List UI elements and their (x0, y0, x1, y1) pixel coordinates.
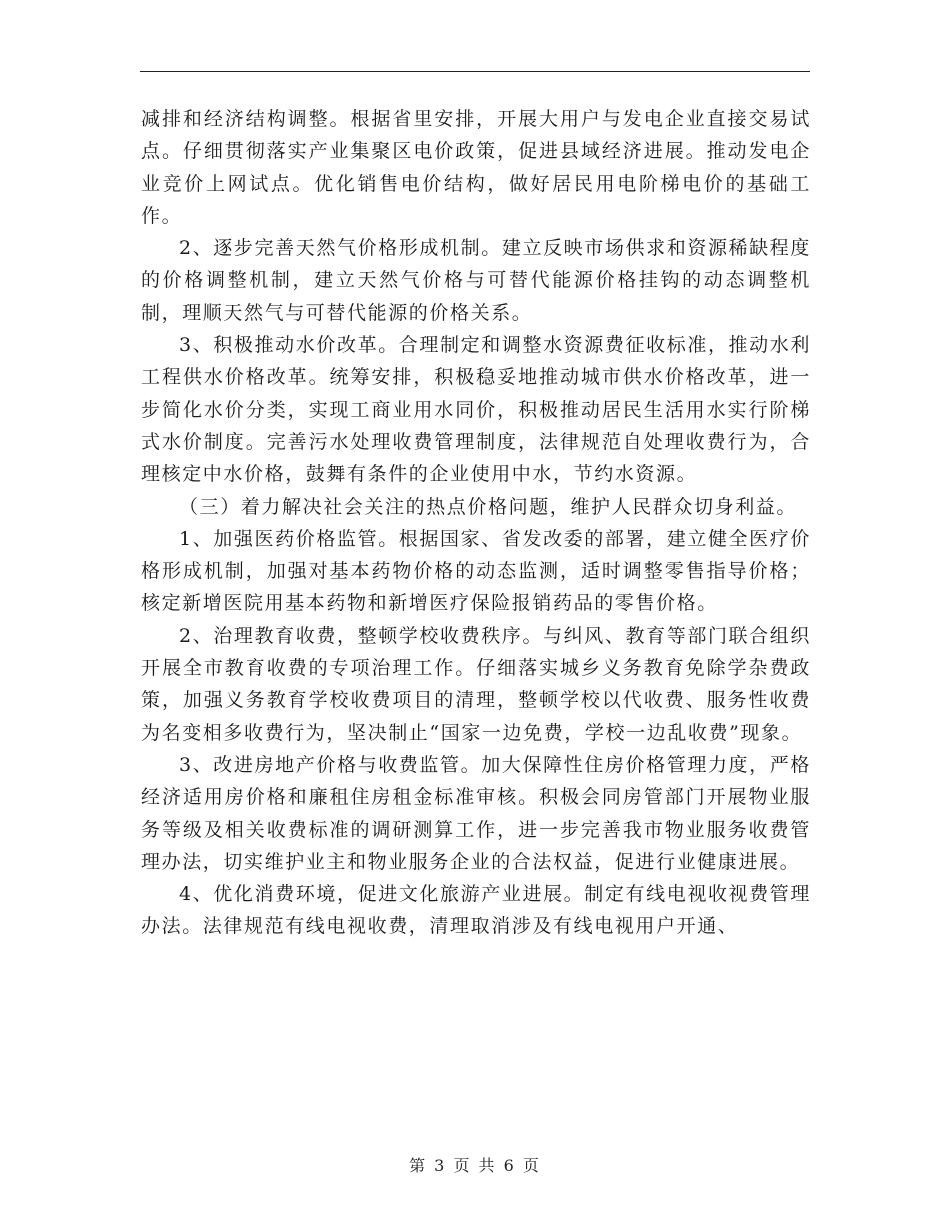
paragraph-continuation: 减排和经济结构调整。根据省里安排，开展大用户与发电企业直接交易试点。仔细贯彻落实产业集聚区电价政策，促进县域经济进展。推动发电企业竞价上网试点。优化销售电价结构，做好居民用电阶梯电价的基础工作。 (141, 108, 811, 227)
paragraph-real-estate-pricing: 3、改进房地产价格与收费监管。加大保障性住房价格管理力度，严格经济适用房价格和廉租住房租金标准审核。积极会同房管部门开展物业服务等级及相关收费标准的调研测算工作，进一步完善我市物业服务收费管理办法，切实维护业主和物业服务企业的合法权益，促进行业健康进展。 (141, 753, 811, 873)
paragraph-consumption-environment: 4、优化消费环境，促进文化旅游产业进展。制定有线电视收视费管理办法。法律规范有线电视收费，清理取消涉及有线电视用户开通、 (141, 883, 811, 938)
paragraph-medical-price-supervision: 1、加强医药价格监管。根据国家、省发改委的部署，建立健全医疗价格形成机制，加强对基本药物价格的动态监测，适时调整零售指导价格；核定新增医院用基本药物和新增医疗保险报销药品的零售价格。 (141, 527, 811, 615)
paragraph-education-fees: 2、治理教育收费，整顿学校收费秩序。与纠风、教育等部门联合组织开展全市教育收费的专项治理工作。仔细落实城乡义务教育免除学杂费政策，加强义务教育学校收费项目的清理，整顿学校以代收费、服务性收费为名变相多收费行为，坚决制止“国家一边免费，学校一边乱收费”现象。 (141, 624, 811, 744)
section-heading-hot-price-issues: （三）着力解决社会关注的热点价格问题，维护人民群众切身利益。 (179, 495, 798, 518)
header-rule (140, 71, 810, 72)
paragraph-natural-gas-pricing: 2、逐步完善天然气价格形成机制。建立反映市场供求和资源稀缺程度的价格调整机制，建立天然气价格与可替代能源价格挂钩的动态调整机制，理顺天然气与可替代能源的价格关系。 (141, 237, 811, 324)
document-body (141, 103, 811, 943)
page-number-footer: 第 3 页 共 6 页 (409, 1156, 541, 1175)
paragraph-water-price-reform: 3、积极推动水价改革。合理制定和调整水资源费征收标准，推动水利工程供水价格改革。统筹安排，积极稳妥地推动城市供水价格改革，进一步简化水价分类，实现工商业用水同价，积极推动居民生活用水实行阶梯式水价制度。完善污水处理收费管理制度，法律规范自处理收费行为，合理核定中水价格，鼓舞有条件的企业使用中水，节约水资源。 (141, 334, 811, 486)
